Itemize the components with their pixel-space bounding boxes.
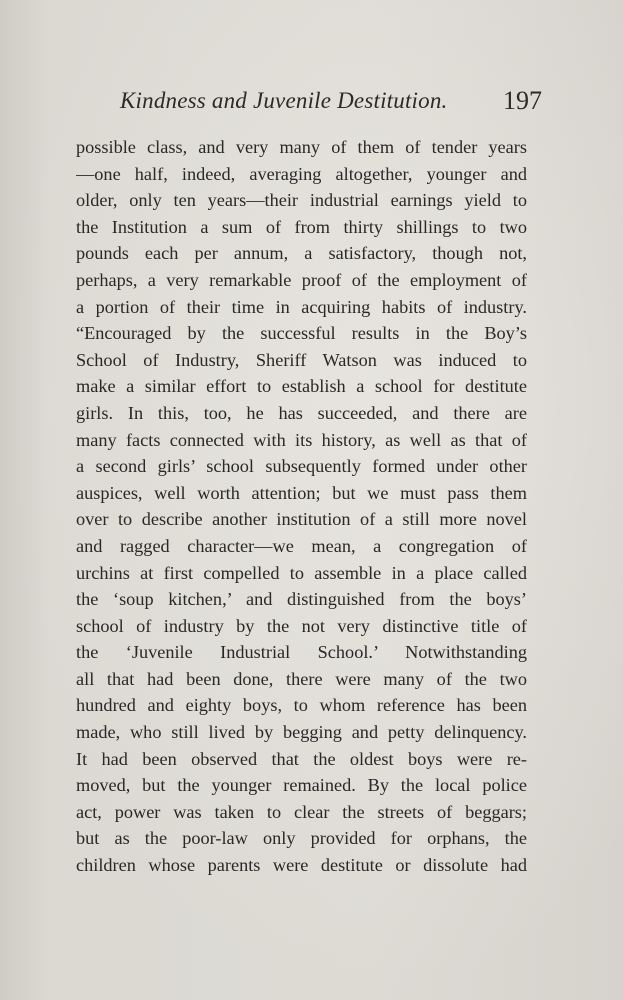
text-line: make a similar effort to establish a school for destitute — [76, 376, 527, 397]
text-line: “Encouraged by the successful results in the Boy’s — [76, 323, 527, 344]
text-line: school of industry by the not very distinctive title of — [76, 615, 527, 636]
text-line: act, power was taken to clear the streets of beggars; — [76, 801, 527, 822]
text-line: a second girls’ school subsequently formed under other — [76, 456, 527, 477]
text-line: a portion of their time in acquiring habits of industry. — [76, 296, 527, 317]
text-line: and ragged character—we mean, a congregation of — [76, 535, 527, 556]
text-line: the Institution a sum of from thirty shillings to two — [76, 216, 527, 237]
text-line: over to describe another institution of a still more novel — [76, 509, 527, 530]
text-line: children whose parents were destitute or dissolute had — [76, 855, 527, 876]
text-line: older, only ten years—their industrial earnings yield to — [76, 190, 527, 211]
running-head — [72, 88, 542, 122]
text-line: School of Industry, Sheriff Watson was induced to — [76, 349, 527, 370]
text-line: possible class, and very many of them of tender years — [76, 137, 527, 157]
text-line: but as the poor-law only provided for orphans, the — [76, 828, 527, 849]
text-line: girls. In this, too, he has succeeded, and there are — [76, 402, 527, 423]
text-line: all that had been done, there were many of the two — [76, 668, 527, 689]
text-line: moved, but the younger remained. By the local police — [76, 775, 527, 796]
text-line: urchins at first compelled to assemble in a place called — [76, 562, 527, 583]
body-text — [76, 134, 527, 879]
page-number: 197 — [503, 86, 542, 115]
running-title: Kindness and Juvenile Destitution. — [120, 88, 448, 113]
text-line: many facts connected with its history, as well as that of — [76, 429, 527, 450]
text-line: perhaps, a very remarkable proof of the employment of — [76, 269, 527, 290]
text-line: hundred and eighty boys, to whom reference has been — [76, 695, 527, 716]
text-line: made, who still lived by begging and petty delinquency. — [76, 722, 527, 743]
text-line: the ‘Juvenile Industrial School.’ Notwithstanding — [76, 642, 527, 663]
text-line: pounds each per annum, a satisfactory, though not, — [76, 243, 527, 264]
text-line: —one half, indeed, averaging altogether, younger and — [76, 163, 527, 184]
text-line: the ‘soup kitchen,’ and distinguished from the boys’ — [76, 589, 527, 610]
text-line: It had been observed that the oldest boys were re- — [76, 748, 527, 769]
text-line: auspices, well worth attention; but we must pass them — [76, 482, 527, 503]
